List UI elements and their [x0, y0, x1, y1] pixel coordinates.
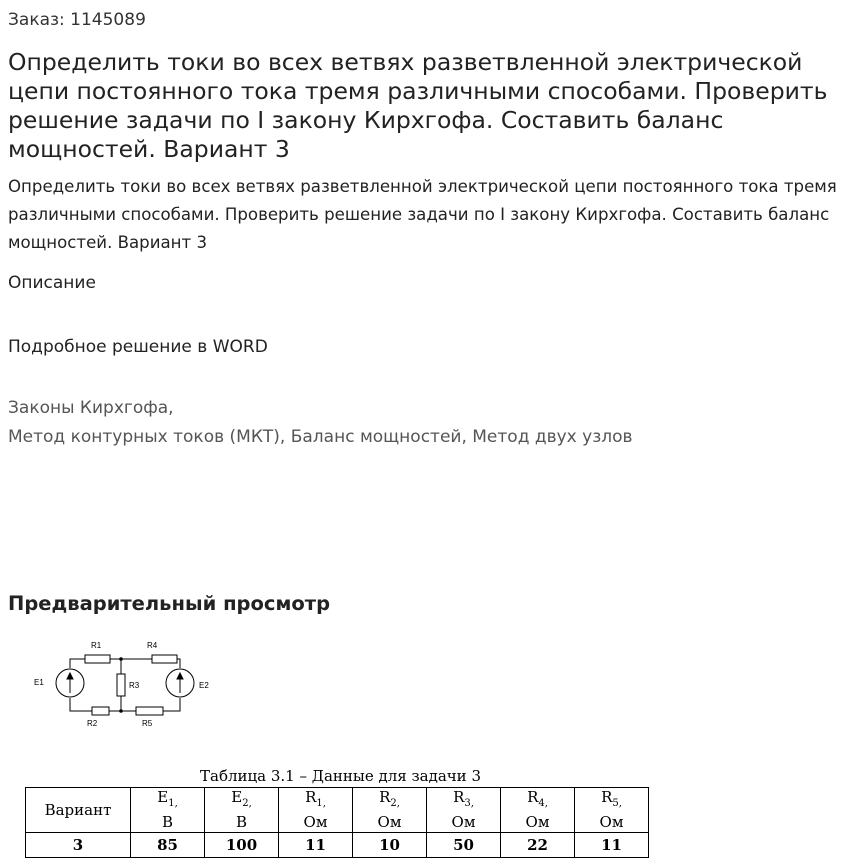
- parameters-table: [25, 787, 649, 858]
- cell-r4: 22: [501, 833, 575, 858]
- label-r3: R3: [129, 681, 140, 690]
- label-r2: R2: [87, 719, 98, 728]
- order-number: Заказ: 1145089: [8, 10, 146, 30]
- solution-format: Подробное решение в WORD: [8, 337, 268, 357]
- label-e1: E1: [34, 678, 44, 687]
- method-list: [8, 394, 633, 452]
- header-r3: $R_{3,}$ Ом: [427, 788, 501, 833]
- header-variant: Вариант: [26, 788, 131, 833]
- cell-r3: 50: [427, 833, 501, 858]
- header-r4: $R_{4,}$ Ом: [501, 788, 575, 833]
- header-r5: $R_{5,}$ Ом: [575, 788, 649, 833]
- cell-variant: 3: [26, 833, 131, 858]
- label-r4: R4: [147, 641, 158, 650]
- task-summary: Определить токи во всех ветвях разветвленной электрической цепи постоянного тока тремя различными способами. Проверить решение задачи по I закону Кирхгофа. Составить баланс мощностей. Вариант 3: [8, 177, 837, 252]
- method-line-1: Законы Кирхгофа,: [8, 398, 174, 418]
- table-header-row: [26, 788, 649, 833]
- description-heading: Описание: [8, 273, 96, 293]
- cell-r5: 11: [575, 833, 649, 858]
- cell-e2: 100: [205, 833, 279, 858]
- preview-heading: Предварительный просмотр: [8, 592, 331, 615]
- resistor-r5: [136, 707, 163, 715]
- cell-r2: 10: [353, 833, 427, 858]
- table-caption: Таблица 3.1 – Данные для задачи 3: [200, 767, 481, 785]
- label-e2: E2: [199, 681, 209, 690]
- node-bottom: [119, 709, 123, 713]
- label-r5: R5: [142, 719, 153, 728]
- circuit-diagram: [30, 632, 220, 732]
- header-r2: $R_{2,}$ Ом: [353, 788, 427, 833]
- resistor-r2: [92, 707, 109, 715]
- resistor-r1: [85, 655, 110, 663]
- table-row: [26, 833, 649, 858]
- resistor-r4: [152, 655, 177, 663]
- header-r1: $R_{1,}$ Ом: [279, 788, 353, 833]
- cell-r1: 11: [279, 833, 353, 858]
- page-title: Определить токи во всех ветвях разветвленной электрической цепи постоянного тока тремя различными способами. Проверить решение задачи по I закону Кирхгофа. Составить баланс мощностей. Вариант 3: [8, 48, 828, 163]
- label-r1: R1: [91, 641, 102, 650]
- resistor-r3: [117, 674, 125, 696]
- cell-e1: 85: [131, 833, 205, 858]
- method-line-2: Метод контурных токов (МКТ), Баланс мощностей, Метод двух узлов: [8, 427, 633, 447]
- header-e2: $E_{2,}$ В: [205, 788, 279, 833]
- header-e1: $E_{1,}$ В: [131, 788, 205, 833]
- node-top: [119, 657, 123, 661]
